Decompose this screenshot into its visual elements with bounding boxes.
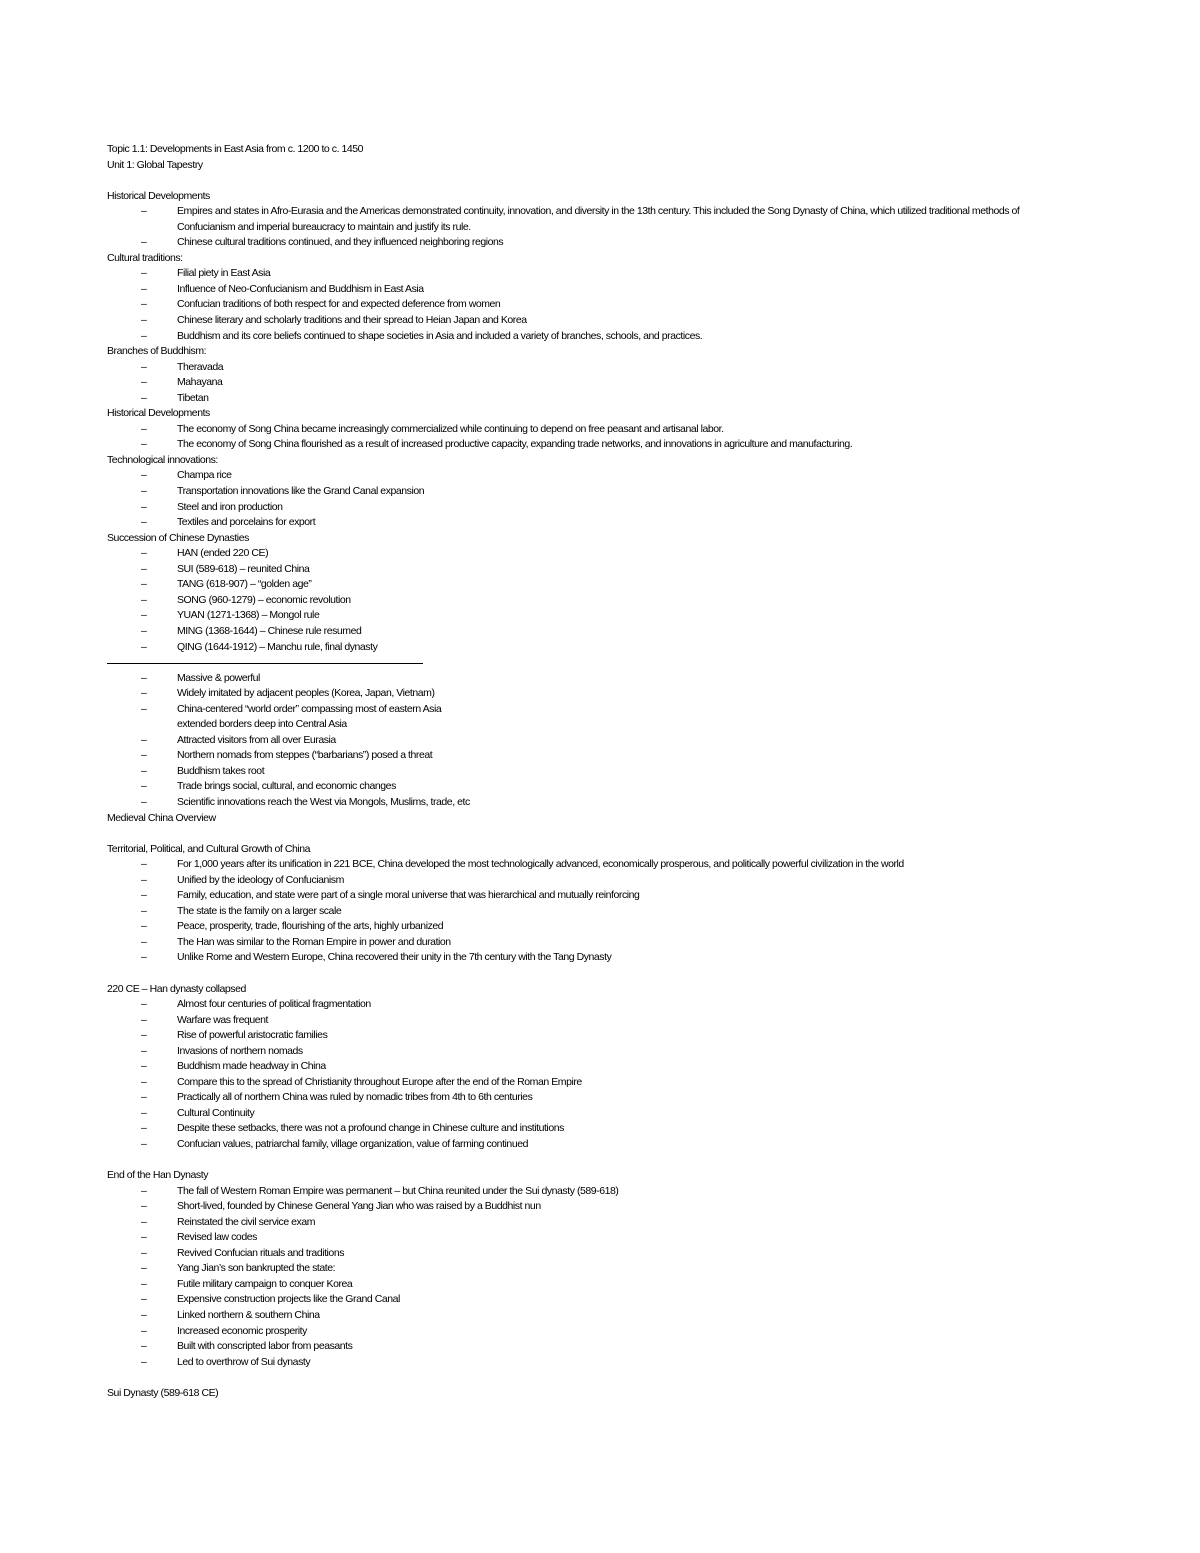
list-item-text: Futile military campaign to conquer Korea — [177, 1277, 353, 1290]
list-item — [107, 1292, 1067, 1308]
bullet-dash: – — [141, 1340, 147, 1353]
list-item — [107, 375, 1067, 391]
bullet-dash: – — [141, 1293, 147, 1306]
bullet-dash: – — [141, 998, 147, 1011]
bullet-dash: – — [141, 314, 147, 327]
list-item — [107, 437, 1067, 453]
list-item — [107, 1013, 1067, 1029]
blank-line — [107, 1153, 1067, 1169]
bullet-dash: – — [141, 920, 147, 933]
list-item-text: Family, education, and state were part of a single moral universe that was hierarchical and mutually reinforcing — [177, 889, 640, 902]
list-item — [107, 764, 1067, 780]
bullet-dash: – — [141, 858, 147, 871]
blank-line — [107, 1370, 1067, 1386]
list-item-text: SONG (960-1279) – economic revolution — [177, 593, 351, 606]
list-item — [107, 1121, 1067, 1137]
list-item-text: The fall of Western Roman Empire was permanent – but China reunited under the Sui dynasty (589-618) — [177, 1184, 619, 1197]
list-item — [107, 1184, 1067, 1200]
list-item — [107, 1246, 1067, 1262]
bullet-dash: – — [141, 469, 147, 482]
list-item — [107, 546, 1067, 562]
section-heading: Cultural traditions: — [107, 251, 183, 264]
list-item — [107, 360, 1067, 376]
list-item — [107, 1137, 1067, 1153]
bullet-dash: – — [141, 516, 147, 529]
list-item — [107, 1277, 1067, 1293]
bullet-dash: – — [141, 1215, 147, 1228]
list-item-text: extended borders deep into Central Asia — [177, 718, 347, 731]
list-item-text: Trade brings social, cultural, and economic changes — [177, 780, 396, 793]
bullet-dash: – — [141, 873, 147, 886]
list-item-text: Compare this to the spread of Christianity throughout Europe after the end of the Roman Empire — [177, 1075, 582, 1088]
bullet-dash: – — [141, 764, 147, 777]
list-item-text: Transportation innovations like the Grand Canal expansion — [177, 485, 425, 498]
section-heading: Unit 1: Global Tapestry — [107, 158, 203, 171]
list-item-text: Buddhism takes root — [177, 764, 265, 777]
list-item — [107, 997, 1067, 1013]
list-item-text: Revived Confucian rituals and traditions — [177, 1246, 345, 1259]
bullet-dash: – — [141, 609, 147, 622]
bullet-dash: – — [141, 1029, 147, 1042]
bullet-dash: – — [141, 795, 147, 808]
list-item — [107, 515, 1067, 531]
list-item-text: Practically all of northern China was ruled by nomadic tribes from 4th to 6th centuries — [177, 1091, 533, 1104]
bullet-dash: – — [141, 329, 147, 342]
list-item-text: Chinese cultural traditions continued, and they influenced neighboring regions — [177, 236, 504, 249]
bullet-dash: – — [141, 1200, 147, 1213]
bullet-dash: – — [141, 1246, 147, 1259]
bullet-dash: – — [141, 1355, 147, 1368]
section-heading: End of the Han Dynasty — [107, 1169, 208, 1182]
list-item-text: Built with conscripted labor from peasants — [177, 1340, 353, 1353]
list-item — [107, 717, 1067, 733]
bullet-dash: – — [141, 1091, 147, 1104]
list-item — [107, 577, 1067, 593]
bullet-dash: – — [141, 640, 147, 653]
list-item — [107, 282, 1067, 298]
bullet-dash: – — [141, 1184, 147, 1197]
list-item-text: Steel and iron production — [177, 500, 283, 513]
list-item-text: Cultural Continuity — [177, 1106, 255, 1119]
bullet-dash: – — [141, 1309, 147, 1322]
list-item-text: Influence of Neo-Confucianism and Buddhism in East Asia — [177, 282, 424, 295]
bullet-dash: – — [141, 578, 147, 591]
bullet-dash: – — [141, 780, 147, 793]
bullet-dash: – — [141, 205, 147, 218]
list-item — [107, 1028, 1067, 1044]
list-item-text: Expensive construction projects like the Grand Canal — [177, 1293, 400, 1306]
list-item-text: Led to overthrow of Sui dynasty — [177, 1355, 311, 1368]
list-item — [107, 733, 1067, 749]
list-item-text: Massive & powerful — [177, 671, 260, 684]
list-item-text: China-centered “world order” compassing most of eastern Asia — [177, 702, 442, 715]
bullet-dash: – — [141, 749, 147, 762]
list-item — [107, 1075, 1067, 1091]
bullet-dash: – — [141, 1106, 147, 1119]
list-item-text: Theravada — [177, 360, 224, 373]
list-item — [107, 391, 1067, 407]
bullet-dash: – — [141, 1075, 147, 1088]
bullet-dash: – — [141, 904, 147, 917]
list-item — [107, 950, 1067, 966]
list-item-text: For 1,000 years after its unification in 221 BCE, China developed the most technologically advanced, economically prosperous, and politically powerful civilization in the world — [177, 858, 904, 871]
list-item — [107, 266, 1067, 282]
bullet-dash: – — [141, 889, 147, 902]
bullet-dash: – — [141, 391, 147, 404]
list-item — [107, 671, 1067, 687]
list-item — [107, 686, 1067, 702]
list-item-text: Despite these setbacks, there was not a profound change in Chinese culture and institutions — [177, 1122, 564, 1135]
section-heading: Technological innovations: — [107, 453, 218, 466]
list-item-text: Filial piety in East Asia — [177, 267, 271, 280]
bullet-dash: – — [141, 935, 147, 948]
horizontal-rule — [107, 655, 1067, 671]
bullet-dash: – — [141, 1262, 147, 1275]
bullet-dash: – — [141, 951, 147, 964]
list-item-text: Widely imitated by adjacent peoples (Korea, Japan, Vietnam) — [177, 687, 435, 700]
list-item — [107, 204, 1067, 235]
list-item — [107, 1355, 1067, 1371]
bullet-dash: – — [141, 687, 147, 700]
list-item-text: Invasions of northern nomads — [177, 1044, 303, 1057]
list-item — [107, 1215, 1067, 1231]
list-item-text: The economy of Song China became increasingly commercialized while continuing to depend on free peasant and artisanal labor. — [177, 422, 724, 435]
bullet-dash: – — [141, 236, 147, 249]
list-item-text: SUI (589-618) – reunited China — [177, 562, 310, 575]
list-item — [107, 422, 1067, 438]
bullet-dash: – — [141, 376, 147, 389]
blank-line — [107, 966, 1067, 982]
list-item — [107, 779, 1067, 795]
list-item — [107, 857, 1067, 873]
list-item — [107, 1199, 1067, 1215]
list-item-text: Reinstated the civil service exam — [177, 1215, 316, 1228]
bullet-dash: – — [141, 1044, 147, 1057]
bullet-dash: – — [141, 593, 147, 606]
list-item-text: Northern nomads from steppes (“barbarians”) posed a threat — [177, 749, 433, 762]
bullet-dash: – — [141, 360, 147, 373]
list-item — [107, 313, 1067, 329]
document-body — [107, 142, 1067, 1401]
blank-line — [107, 173, 1067, 189]
bullet-dash: – — [141, 1122, 147, 1135]
list-item — [107, 1106, 1067, 1122]
list-item-text: Almost four centuries of political fragmentation — [177, 998, 371, 1011]
list-item — [107, 1308, 1067, 1324]
bullet-dash: – — [141, 1060, 147, 1073]
list-item — [107, 1044, 1067, 1060]
bullet-dash: – — [141, 438, 147, 451]
list-item — [107, 748, 1067, 764]
list-item — [107, 1090, 1067, 1106]
list-item — [107, 562, 1067, 578]
list-item — [107, 1059, 1067, 1075]
list-item-text: Attracted visitors from all over Eurasia — [177, 733, 336, 746]
section-heading: 220 CE – Han dynasty collapsed — [107, 982, 246, 995]
bullet-dash: – — [141, 1277, 147, 1290]
list-item-text: Chinese literary and scholarly traditions and their spread to Heian Japan and Korea — [177, 314, 527, 327]
list-item-text: HAN (ended 220 CE) — [177, 547, 269, 560]
list-item — [107, 593, 1067, 609]
list-item-text: Peace, prosperity, trade, flourishing of the arts, highly urbanized — [177, 920, 444, 933]
list-item-text: Warfare was frequent — [177, 1013, 268, 1026]
list-item-text: The economy of Song China flourished as a result of increased productive capacity, expanding trade networks, and innovations in agriculture and manufacturing. — [177, 438, 853, 451]
bullet-dash: – — [141, 562, 147, 575]
bullet-dash: – — [141, 1013, 147, 1026]
bullet-dash: – — [141, 733, 147, 746]
list-item-text: Unified by the ideology of Confucianism — [177, 873, 344, 886]
list-item-text: Buddhism made headway in China — [177, 1060, 326, 1073]
section-heading: Territorial, Political, and Cultural Growth of China — [107, 842, 311, 855]
list-item-text: Tibetan — [177, 391, 209, 404]
list-item-text: Short-lived, founded by Chinese General Yang Jian who was raised by a Buddhist nun — [177, 1200, 541, 1213]
list-item — [107, 500, 1067, 516]
list-item — [107, 1339, 1067, 1355]
list-item-text: Buddhism and its core beliefs continued to shape societies in Asia and included a variety of branches, schools, and practices. — [177, 329, 703, 342]
list-item-text: Scientific innovations reach the West via Mongols, Muslims, trade, etc — [177, 795, 470, 808]
list-item — [107, 888, 1067, 904]
list-item-text: Yang Jian’s son bankrupted the state: — [177, 1262, 336, 1275]
list-item-text: Increased economic prosperity — [177, 1324, 307, 1337]
bullet-dash: – — [141, 485, 147, 498]
section-heading: Medieval China Overview — [107, 811, 216, 824]
bullet-dash: – — [141, 500, 147, 513]
list-item-text: Textiles and porcelains for export — [177, 516, 316, 529]
bullet-dash: – — [141, 267, 147, 280]
section-heading: Branches of Buddhism: — [107, 345, 207, 358]
list-item — [107, 919, 1067, 935]
list-item-text: Empires and states in Afro-Eurasia and the Americas demonstrated continuity, innovation, and diversity in the 13th century. This included the Song Dynasty of China, which utilized traditional methods of Confucianism and imperial bureaucracy to maintain and justify its rule. — [177, 205, 1020, 233]
list-item-text: TANG (618-907) – “golden age” — [177, 578, 312, 591]
list-item-text: Champa rice — [177, 469, 232, 482]
list-item — [107, 297, 1067, 313]
list-item — [107, 624, 1067, 640]
list-item-text: Confucian values, patriarchal family, village organization, value of farming continued — [177, 1138, 528, 1150]
list-item — [107, 795, 1067, 811]
list-item — [107, 935, 1067, 951]
bullet-dash: – — [141, 624, 147, 637]
list-item-text: Confucian traditions of both respect for and expected deference from women — [177, 298, 501, 311]
section-heading: Topic 1.1: Developments in East Asia from c. 1200 to c. 1450 — [107, 143, 364, 155]
list-item-text: The Han was similar to the Roman Empire in power and duration — [177, 935, 451, 948]
list-item-text: The state is the family on a larger scale — [177, 904, 342, 917]
section-heading: Sui Dynasty (589-618 CE) — [107, 1386, 219, 1399]
list-item-text: Rise of powerful aristocratic families — [177, 1029, 328, 1042]
list-item-text: MING (1368-1644) – Chinese rule resumed — [177, 624, 362, 637]
list-item-text: Linked northern & southern China — [177, 1309, 320, 1322]
bullet-dash: – — [141, 671, 147, 684]
bullet-dash: – — [141, 1138, 147, 1150]
section-heading: Historical Developments — [107, 407, 210, 420]
list-item — [107, 702, 1067, 718]
list-item — [107, 904, 1067, 920]
bullet-dash: – — [141, 298, 147, 311]
bullet-dash: – — [141, 547, 147, 560]
list-item — [107, 484, 1067, 500]
list-item — [107, 1261, 1067, 1277]
list-item — [107, 608, 1067, 624]
list-item-text: QING (1644-1912) – Manchu rule, final dynasty — [177, 640, 378, 653]
list-item-text: Mahayana — [177, 376, 223, 389]
list-item-text: Unlike Rome and Western Europe, China recovered their unity in the 7th century with the Tang Dynasty — [177, 951, 612, 964]
list-item — [107, 468, 1067, 484]
section-heading: Succession of Chinese Dynasties — [107, 531, 249, 544]
list-item-text: Revised law codes — [177, 1231, 257, 1244]
bullet-dash: – — [141, 282, 147, 295]
list-item — [107, 235, 1067, 251]
list-item — [107, 873, 1067, 889]
bullet-dash: – — [141, 1324, 147, 1337]
bullet-dash: – — [141, 1231, 147, 1244]
bullet-dash: – — [141, 422, 147, 435]
section-heading: Historical Developments — [107, 189, 210, 202]
blank-line — [107, 826, 1067, 842]
bullet-dash: – — [141, 702, 147, 715]
list-item — [107, 1230, 1067, 1246]
list-item — [107, 1324, 1067, 1340]
list-item — [107, 640, 1067, 656]
list-item-text: YUAN (1271-1368) – Mongol rule — [177, 609, 320, 622]
list-item — [107, 329, 1067, 345]
